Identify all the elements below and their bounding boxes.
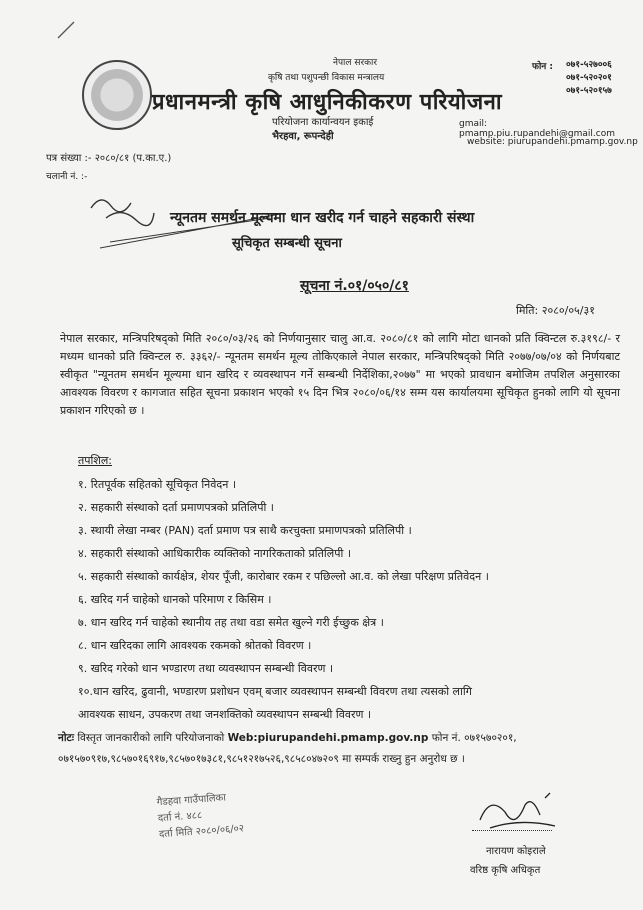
list-item: ३. स्थायी लेखा नम्बर (PAN) दर्ता प्रमाण पत्र साथै करचुक्ता प्रमाणपत्रको प्रतिलिपी । bbox=[78, 524, 412, 537]
signatory-name: नारायण कोइराले bbox=[486, 846, 546, 857]
list-item: आवश्यक साधन, उपकरण तथा जनशक्तिको व्यवस्थापन सम्बन्धी विवरण । bbox=[78, 708, 372, 721]
letter-body: नेपाल सरकार, मन्त्रिपरिषद्को मिति २०८०/०३/२६ को निर्णयानुसार चालु आ.व. २०८०/८१ को लागि मोटा धानको प्रति क्विन्टल रु.३१९८/- र मध्यम धानको प्रति क्विन्टल रु. ३३६२/- न्यूनतम समर्थन मूल्य तोकिएकाले नेपाल सरकार, मन्त्रिपरिषद्को मिति २०७७/०७/०४ को निर्णयबाट स्वीकृत "न्यूनतम समर्थन मूल्यमा धान खरिद र व्यवस्थापन गर्ने सम्बन्धी निर्देशिका,२०७७" मा भएको प्रावधान बमोजिम तपशिल अनुसारका आवश्यक विवरण र कागजात सहित सूचना प्रकाशन भएको १५ दिन भित्र २०८०/०६/१४ सम्म यस कार्यालयमा सूचिकृत हुनको लागि यो सूचना प्रकाशन गरिएको छ । bbox=[60, 332, 620, 417]
phone-label: फोन : bbox=[532, 62, 553, 72]
stamp-reg-date: दर्ता मिति २०८०/०६/०२ bbox=[158, 823, 245, 841]
office-name: परियोजना कार्यान्वयन इकाई bbox=[272, 117, 374, 128]
list-item: २. सहकारी संस्थाको दर्ता प्रमाणपत्रको प्रतिलिपी । bbox=[78, 501, 274, 514]
note-website: Web:piurupandehi.pmamp.gov.np bbox=[227, 732, 429, 744]
notice-number-value: ०१/०५०/८१ bbox=[347, 278, 409, 294]
corner-mark bbox=[56, 20, 76, 40]
website-address: website: piurupandehi.pmamp.gov.np bbox=[467, 137, 638, 147]
office-city: भैरहवा, रूपन्देही bbox=[272, 131, 334, 142]
note-text: विस्तृत जानकारीको लागि परियोजनाको bbox=[77, 732, 225, 744]
list-item: ५. सहकारी संस्थाको कार्यक्षेत्र, शेयर पूँजी, कारोबार रकम र पछिल्लो आ.व. को लेखा परिक्षण प्रतिवेदन । bbox=[78, 570, 489, 583]
list-item: ७. धान खरिद गर्न चाहेको स्थानीय तह तथा वडा समेत खुल्ने गरी ईच्छुक क्षेत्र । bbox=[78, 616, 384, 629]
requirements-list bbox=[78, 473, 489, 726]
list-item: ८. धान खरिदका लागि आवश्यक रकमको श्रोतको विवरण । bbox=[78, 639, 312, 652]
government-name: नेपाल सरकार bbox=[332, 58, 378, 68]
contact-note bbox=[58, 728, 633, 770]
list-item: ६. खरिद गर्न चाहेको धानको परिमाण र किसिम । bbox=[78, 593, 272, 606]
phone-number: ०७१-५२०१५७ bbox=[566, 86, 612, 96]
project-title: प्रधानमन्त्री कृषि आधुनिकीकरण परियोजना bbox=[152, 90, 503, 115]
list-item: १. रितपूर्वक सहितको सूचिकृत निवेदन । bbox=[78, 478, 236, 491]
subject-line-1: न्यूनतम समर्थन मूल्यमा धान खरीद गर्न चाहने सहकारी संस्था bbox=[170, 210, 475, 226]
stamp-reg-no: दर्ता नं. ४८८ bbox=[157, 810, 203, 825]
list-item: ९. खरिद गरेको धान भण्डारण तथा व्यवस्थापन सम्बन्धी विवरण । bbox=[78, 662, 334, 675]
signature-line bbox=[472, 830, 552, 831]
letter-date: मिति: २०८०/०५/३१ bbox=[516, 304, 595, 317]
nepal-emblem-logo bbox=[82, 60, 152, 130]
notice-label: सूचना नं. bbox=[300, 278, 348, 294]
note-label: नोटः bbox=[58, 732, 74, 744]
phone-number: ०७१-५२७००६ bbox=[566, 60, 612, 70]
stamp-org: गैडहवा गाउँपालिका bbox=[156, 792, 227, 809]
gmail-address: gmail: pmamp.piu.rupandehi@gmail.com bbox=[459, 119, 615, 139]
dispatch-number: चलानी नं. :- bbox=[46, 172, 88, 182]
subject-line-2: सूचिकृत सम्बन्धी सूचना bbox=[232, 236, 342, 251]
list-item: १०.धान खरिद, ढुवानी, भण्डारण प्रशोधन एवम् बजार व्यवस्थापन सम्बन्धी विवरण तथा त्यसको लागि bbox=[78, 685, 472, 698]
registration-stamp bbox=[156, 782, 310, 852]
phone-list bbox=[566, 59, 612, 98]
list-item: ४. सहकारी संस्थाको आधिकारीक व्यक्तिको नागरिकताको प्रतिलिपी । bbox=[78, 547, 351, 560]
signatory-title: वरिष्ठ कृषि अधिकृत bbox=[470, 865, 541, 876]
notice-number bbox=[300, 276, 409, 295]
note-phone: फोन नं. ०७१५७०२०१, bbox=[431, 732, 517, 744]
ministry-name: कृषि तथा पशुपन्छी विकास मन्त्रालय bbox=[268, 73, 385, 83]
letter-reference: पत्र संख्या :- २०८०/८१ (प.का.ए.) bbox=[46, 153, 172, 164]
phone-number: ०७१-५२०२०१ bbox=[566, 73, 612, 83]
details-label: तपशिल: bbox=[78, 454, 113, 467]
note-phone-list: ०७१५७०९१७,९८५७०१६९१७,९८५७०१७३८१,९८५१२१७५२६,९८५८०४७२०९ मा सम्पर्क राख्नु हुन अनुरोध छ । bbox=[58, 753, 465, 765]
